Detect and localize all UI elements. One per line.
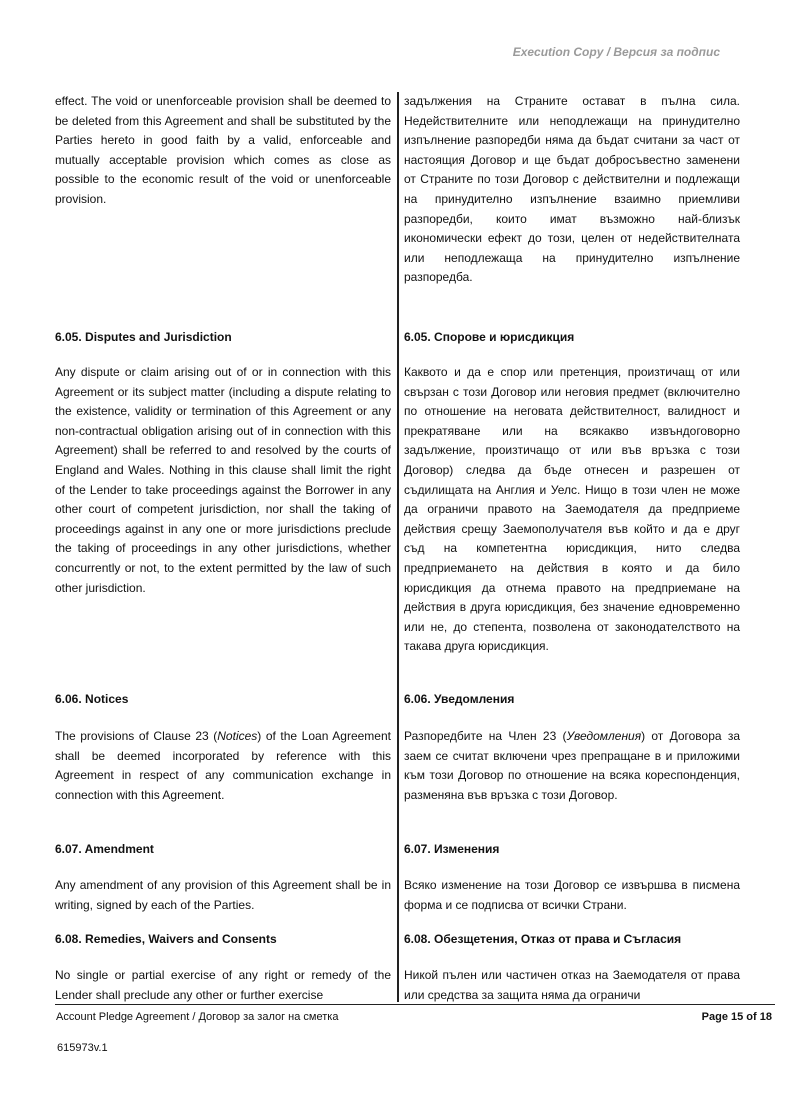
section-heading: 6.08. Обезщетения, Отказ от права и Съгласия bbox=[404, 932, 682, 946]
section-heading: 6.05. Спорове и юрисдикция bbox=[404, 330, 575, 344]
text-run: Разпоредбите на Член 23 ( bbox=[404, 729, 567, 743]
text-run: The provisions of Clause 23 ( bbox=[55, 729, 218, 743]
section-heading: 6.06. Уведомления bbox=[404, 692, 515, 706]
section-heading: 6.05. Disputes and Jurisdiction bbox=[55, 330, 232, 344]
paragraph: задължения на Страните остават в пълна сила. Недействителните или неподлежащи на принудително изпълнение разпоредби няма да бъдат считани за част от настоящия Договор и ще бъдат добросъвестно заменени от Страните по този Договор с действителни и подлежащи на принудително изпълнение взаимно приемливи разпоредби, които имат възможно най-близък икономически ефект до този, целен от недействителната или неподлежаща на принудително изпълнение разпоредба. bbox=[404, 94, 740, 285]
clause-continuation-bg bbox=[404, 92, 740, 288]
clause-6-06-body-en bbox=[55, 727, 391, 805]
paragraph bbox=[55, 727, 391, 805]
clause-6-08-body-en bbox=[55, 966, 391, 1005]
paragraph: Any dispute or claim arising out of or in connection with this Agreement or its subject matter (including a dispute relating to the existence, validity or termination of this Agreement or any non-contractual obligation arising out of in connection with this Agreement) shall be referred to and resolved by the courts of England and Wales. Nothing in this clause shall limit the right of the Lender to take proceedings against the Borrower in any other court of competent jurisdiction, nor shall the taking of proceedings against in any one or more jurisdictions preclude the taking of proceedings in any other jurisdictions, whether concurrently or not, to the extent permitted by the law of such other jurisdiction. bbox=[55, 365, 391, 595]
clause-6-07-heading-en bbox=[55, 840, 391, 860]
section-heading: 6.08. Remedies, Waivers and Consents bbox=[55, 932, 277, 946]
clause-6-08-heading-bg bbox=[404, 930, 740, 950]
clause-6-05-heading-en bbox=[55, 328, 391, 348]
section-heading: 6.07. Amendment bbox=[55, 842, 154, 856]
clause-6-07-body-bg bbox=[404, 876, 740, 915]
clause-6-07-heading-bg bbox=[404, 840, 740, 860]
clause-6-06-body-bg bbox=[404, 727, 740, 805]
clause-continuation-en bbox=[55, 92, 391, 210]
clause-6-05-heading-bg bbox=[404, 328, 740, 348]
clause-6-08-heading-en bbox=[55, 930, 391, 950]
execution-copy-label: Execution Copy / Версия за подпис bbox=[512, 45, 720, 59]
footer-agreement-title: Account Pledge Agreement / Договор за залог на сметка bbox=[56, 1011, 339, 1023]
paragraph: Никой пълен или частичен отказ на Заемодателя от права или средства за защита няма да ограничи bbox=[404, 968, 740, 1002]
document-id: 615973v.1 bbox=[57, 1042, 108, 1054]
footer-rule bbox=[55, 1004, 775, 1005]
emphasis-text: Notices bbox=[217, 729, 258, 743]
clause-6-07-body-en bbox=[55, 876, 391, 915]
text-run: ) от Договора за заем се считат включени чрез препращане в и приложими към този Договор по отношение на всяка кореспонденция, разменяна във връзка с този Договор. bbox=[404, 729, 740, 802]
paragraph bbox=[404, 727, 740, 805]
paragraph: No single or partial exercise of any right or remedy of the Lender shall preclude any other or further exercise bbox=[55, 968, 391, 1002]
paragraph: Каквото и да е спор или претенция, произтичащ от или свързан с този Договор или неговия предмет (включително по отношение на неговата действителност, валидност и прекратяване или на всякакво извъндоговорно задължение, произтичащо от или във връзка с този Договор) следва да бъде отнесен и разрешен от съдилищата на Англия и Уелс. Нищо в този член не може да ограничи правото на Заемодателя да предприеме действия срещу Заемополучателя във който и да е друг съд на компетентна юрисдикция, нито следва предприемането на действия в която и да било юрисдикция да отнема правото на предприемане на действия в друга юрисдикция, без значение едновременно или не, до степента, позволена от законодателството на такава друга юрисдикция. bbox=[404, 365, 740, 654]
text-run: ) of the Loan Agreement shall be deemed incorporated by reference with this Agreement in respect of any communication exchange in connection with this Agreement. bbox=[55, 729, 391, 802]
column-divider bbox=[397, 92, 399, 1002]
clause-6-06-heading-bg bbox=[404, 690, 740, 710]
clause-6-06-heading-en bbox=[55, 690, 391, 710]
paragraph: effect. The void or unenforceable provision shall be deemed to be deleted from this Agreement and shall be substituted by the Parties hereto in good faith by a valid, enforceable and mutually acceptable provision which comes as close as possible to the economic result of the void or unenforceable provision. bbox=[55, 94, 391, 206]
page-number: Page 15 of 18 bbox=[701, 1011, 772, 1023]
clause-6-08-body-bg bbox=[404, 966, 740, 1005]
paragraph: Всяко изменение на този Договор се извършва в писмена форма и се подписва от всички Страни. bbox=[404, 878, 740, 912]
section-heading: 6.06. Notices bbox=[55, 692, 129, 706]
emphasis-text: Уведомления bbox=[566, 729, 642, 743]
section-heading: 6.07. Изменения bbox=[404, 842, 500, 856]
clause-6-05-body-bg bbox=[404, 363, 740, 657]
clause-6-05-body-en bbox=[55, 363, 391, 598]
paragraph: Any amendment of any provision of this Agreement shall be in writing, signed by each of the Parties. bbox=[55, 878, 391, 912]
